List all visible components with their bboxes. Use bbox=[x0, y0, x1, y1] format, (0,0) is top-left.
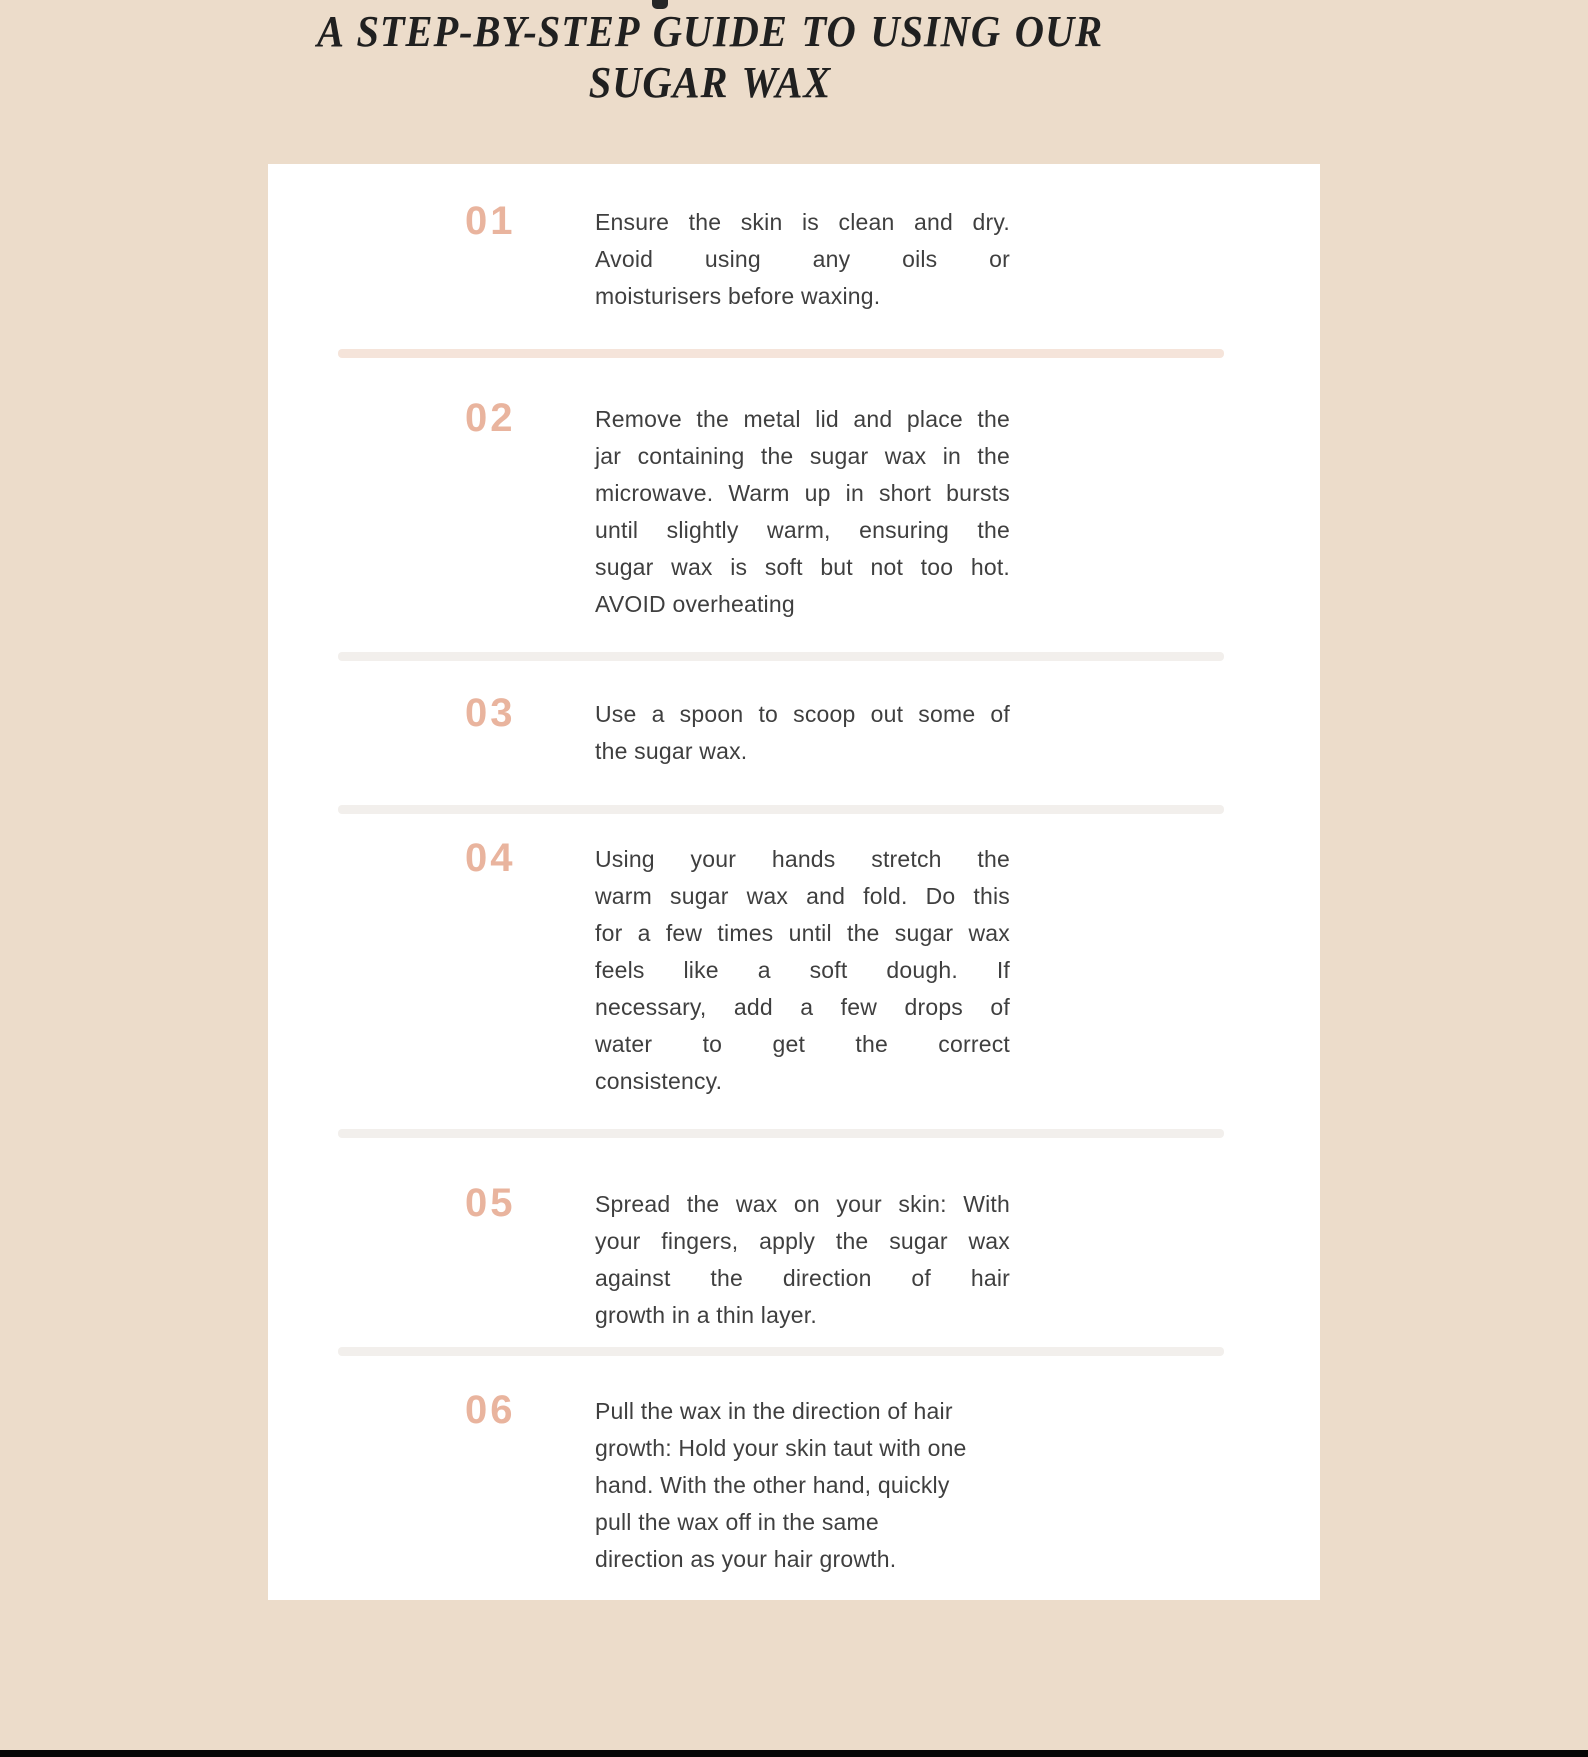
step-text-line: Remove the metal lid and place the bbox=[595, 406, 1010, 432]
step-divider-4 bbox=[338, 1129, 1224, 1138]
step-text-line: feels like a soft dough. If bbox=[595, 957, 1010, 983]
step-text-line: against the direction of hair bbox=[595, 1265, 1010, 1291]
step-text-line: microwave. Warm up in short bursts bbox=[595, 480, 1010, 506]
step-text-line: Ensure the skin is clean and dry. bbox=[595, 209, 1010, 235]
step-number-3: 03 bbox=[465, 691, 516, 735]
step-divider-1 bbox=[338, 349, 1224, 358]
step-text-line: direction as your hair growth. bbox=[595, 1546, 897, 1572]
step-number-2: 02 bbox=[465, 396, 516, 440]
step-text-3 bbox=[595, 696, 1010, 770]
step-text-line: warm sugar wax and fold. Do this bbox=[595, 883, 1010, 909]
step-number-4: 04 bbox=[465, 836, 516, 880]
step-text-line: Using your hands stretch the bbox=[595, 846, 1010, 872]
step-text-line: your fingers, apply the sugar wax bbox=[595, 1228, 1010, 1254]
step-text-line: necessary, add a few drops of bbox=[595, 994, 1010, 1020]
step-text-line: Use a spoon to scoop out some of bbox=[595, 701, 1010, 727]
step-text-line: Spread the wax on your skin: With bbox=[595, 1191, 1010, 1217]
step-text-line: until slightly warm, ensuring the bbox=[595, 517, 1010, 543]
step-text-5 bbox=[595, 1186, 1010, 1334]
step-text-line: moisturisers before waxing. bbox=[595, 283, 881, 309]
step-text-line: jar containing the sugar wax in the bbox=[595, 443, 1010, 469]
step-text-2 bbox=[595, 401, 1010, 623]
step-text-line: pull the wax off in the same bbox=[595, 1509, 879, 1535]
step-text-line: the sugar wax. bbox=[595, 738, 748, 764]
step-divider-2 bbox=[338, 652, 1224, 661]
step-number-5: 05 bbox=[465, 1181, 516, 1225]
step-text-line: growth: Hold your skin taut with one bbox=[595, 1435, 967, 1461]
bottom-crop-bar bbox=[0, 1750, 1588, 1757]
guide-title-line-1: A STEP-BY-STEP GUIDE TO USING OUR bbox=[316, 7, 1104, 56]
step-text-line: consistency. bbox=[595, 1068, 723, 1094]
step-text-1 bbox=[595, 204, 1010, 315]
step-divider-5 bbox=[338, 1347, 1224, 1356]
step-text-line: sugar wax is soft but not too hot. bbox=[595, 554, 1010, 580]
guide-title bbox=[0, 6, 1420, 108]
step-text-line: Avoid using any oils or bbox=[595, 246, 1010, 272]
step-text-6 bbox=[595, 1393, 1010, 1578]
step-text-line: for a few times until the sugar wax bbox=[595, 920, 1010, 946]
step-text-line: water to get the correct bbox=[595, 1031, 1010, 1057]
guide-title-line-2: SUGAR WAX bbox=[588, 58, 832, 107]
step-number-6: 06 bbox=[465, 1388, 516, 1432]
step-text-line: hand. With the other hand, quickly bbox=[595, 1472, 950, 1498]
step-text-line: AVOID overheating bbox=[595, 591, 795, 617]
step-text-line: growth in a thin layer. bbox=[595, 1302, 817, 1328]
step-divider-3 bbox=[338, 805, 1224, 814]
step-text-4 bbox=[595, 841, 1010, 1100]
step-number-1: 01 bbox=[465, 199, 516, 243]
step-text-line: Pull the wax in the direction of hair bbox=[595, 1398, 953, 1424]
steps-card bbox=[268, 164, 1320, 1600]
